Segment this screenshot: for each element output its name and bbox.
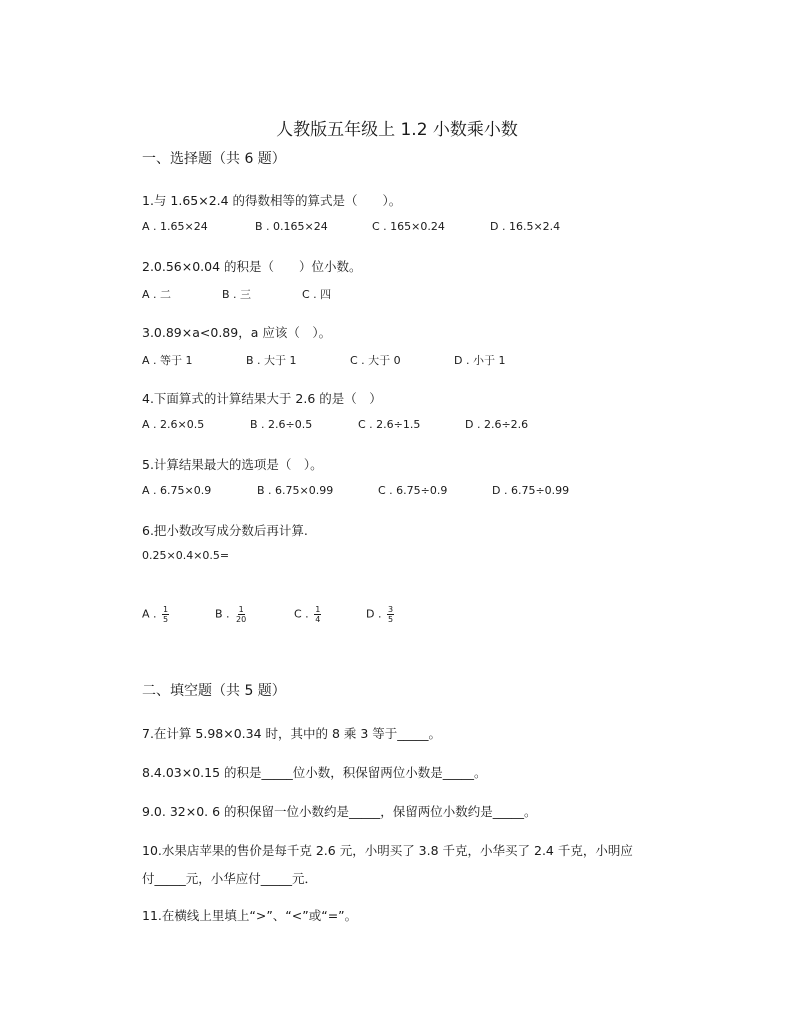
fraction — [314, 605, 321, 624]
question-10-line-2: 付_____元，小华应付_____元． — [142, 871, 318, 886]
fraction-denominator: 5 — [387, 615, 394, 624]
question-2-option-c: C . 四 — [302, 288, 332, 301]
question-4-option-b: B . 2.6÷0.5 — [250, 418, 313, 431]
question-6-option-c — [294, 605, 321, 624]
fraction-denominator: 20 — [236, 615, 247, 624]
fraction-denominator: 4 — [315, 615, 321, 624]
question-3-option-a: A . 等于 1 — [142, 354, 193, 367]
option-label: D . — [366, 607, 382, 621]
question-6-option-b — [215, 605, 247, 624]
option-label: B . — [215, 607, 230, 621]
question-5-text: 5.计算结果最大的选项是（ ）。 — [142, 457, 323, 472]
question-6-text: 6.把小数改写成分数后再计算. — [142, 523, 308, 538]
question-9-text: 9.0. 32×0. 6 的积保留一位小数约是_____，保留两位小数约是_____。 — [142, 804, 537, 819]
question-1-option-a: A . 1.65×24 — [142, 220, 208, 233]
question-6-expression: 0.25×0.4×0.5= — [142, 549, 230, 562]
question-7-text: 7.在计算 5.98×0.34 时，其中的 8 乘 3 等于_____。 — [142, 726, 442, 741]
question-3-option-d: D . 小于 1 — [454, 354, 506, 367]
fraction-numerator: 1 — [163, 605, 169, 614]
question-6-option-a — [142, 605, 169, 624]
section-heading-choice: 一、选择题（共 6 题） — [142, 151, 286, 167]
fraction — [387, 605, 394, 624]
question-4-text: 4.下面算式的计算结果大于 2.6 的是（ ） — [142, 391, 382, 406]
page-title: 人教版五年级上 1.2 小数乘小数 — [276, 120, 518, 140]
fraction — [162, 605, 169, 624]
question-6-option-d — [366, 605, 394, 624]
question-3-option-c: C . 大于 0 — [350, 354, 401, 367]
question-8-text: 8.4.03×0.15 的积是_____位小数，积保留两位小数是_____。 — [142, 765, 487, 780]
question-1-option-d: D . 16.5×2.4 — [490, 220, 561, 233]
question-3-option-b: B . 大于 1 — [246, 354, 297, 367]
question-1-option-c: C . 165×0.24 — [372, 220, 445, 233]
question-1-text: 1.与 1.65×2.4 的得数相等的算式是（ ）。 — [142, 193, 402, 208]
fraction — [235, 605, 247, 624]
option-label: C . — [294, 607, 309, 621]
question-4-option-c: C . 2.6÷1.5 — [358, 418, 421, 431]
question-5-option-d: D . 6.75÷0.99 — [492, 484, 570, 497]
option-label: A . — [142, 607, 157, 621]
question-2-text: 2.0.56×0.04 的积是（ ）位小数。 — [142, 259, 362, 274]
question-2-option-a: A . 二 — [142, 288, 172, 301]
question-11-text: 11.在横线上里填上“>”、“<”或“=”。 — [142, 908, 358, 923]
fraction-numerator: 1 — [238, 605, 244, 614]
question-4-option-a: A . 2.6×0.5 — [142, 418, 205, 431]
question-2-option-b: B . 三 — [222, 288, 252, 301]
question-3-text: 3.0.89×a<0.89，a 应该（ ）。 — [142, 325, 332, 340]
question-4-option-d: D . 2.6÷2.6 — [465, 418, 529, 431]
fraction-numerator: 1 — [315, 605, 321, 614]
question-5-option-c: C . 6.75÷0.9 — [378, 484, 448, 497]
fraction-denominator: 5 — [163, 615, 169, 624]
question-5-option-a: A . 6.75×0.9 — [142, 484, 212, 497]
question-10-line-1: 10.水果店苹果的售价是每千克 2.6 元，小明买了 3.8 千克，小华买了 2.4 千克，小明应 — [142, 843, 633, 858]
question-1-option-b: B . 0.165×24 — [255, 220, 328, 233]
question-5-option-b: B . 6.75×0.99 — [257, 484, 334, 497]
fraction-numerator: 3 — [387, 605, 394, 614]
section-heading-fill: 二、填空题（共 5 题） — [142, 683, 286, 699]
